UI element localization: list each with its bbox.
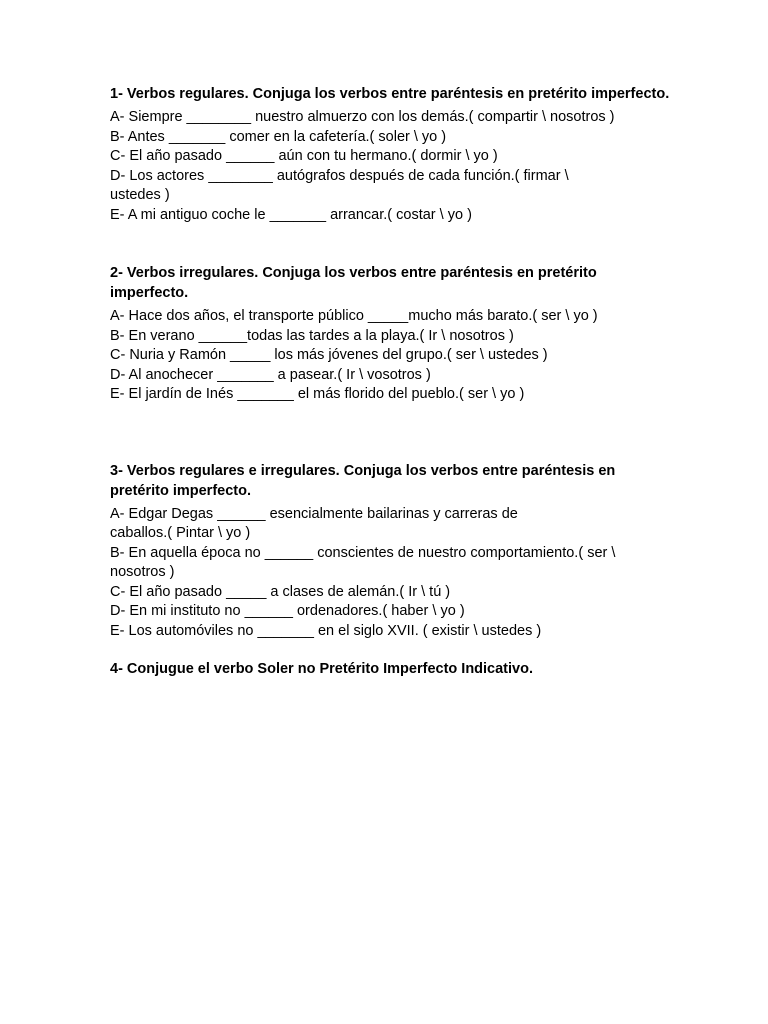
exercise-line: C- El año pasado ______ aún con tu hermano.( dormir \ yo ) xyxy=(110,148,498,164)
exercise-line: A- Edgar Degas ______ esencialmente bailarinas y carreras de caballos.( Pintar \ yo ) xyxy=(110,505,522,541)
section-2 xyxy=(110,263,670,405)
section-3 xyxy=(110,461,670,642)
section-4-title: 4- Conjugue el verbo Soler no Pretérito Imperfecto Indicativo. xyxy=(110,661,533,677)
section-3-title: 3- Verbos regulares e irregulares. Conjuga los verbos entre paréntesis en pretérito imperfecto. xyxy=(110,462,616,499)
exercise-line: D- Al anochecer _______ a pasear.( Ir \ vosotros ) xyxy=(110,366,431,383)
exercise-line: E- El jardín de Inés _______ el más florido del pueblo.( ser \ yo ) xyxy=(110,386,525,402)
exercise-line: C- El año pasado _____ a clases de alemán.( Ir \ tú ) xyxy=(110,583,451,600)
exercise-line: B- Antes _______ comer en la cafetería.( soler \ yo ) xyxy=(110,128,447,145)
section-1 xyxy=(110,84,670,225)
exercise-line: E- Los automóviles no _______ en el siglo XVII. ( existir \ ustedes ) xyxy=(110,622,542,639)
worksheet xyxy=(110,84,670,683)
section-1-title: 1- Verbos regulares. Conjuga los verbos entre paréntesis en pretérito imperfecto. xyxy=(110,86,670,102)
section-2-title: 2- Verbos irregulares. Conjuga los verbos entre paréntesis en pretérito imperfecto. xyxy=(110,265,597,301)
exercise-line: B- En verano ______todas las tardes a la playa.( Ir \ nosotros ) xyxy=(110,327,514,344)
exercise-line: D- Los actores ________ autógrafos después de cada función.( firmar \ ustedes ) xyxy=(110,167,573,203)
section-4 xyxy=(110,659,670,679)
exercise-line: D- En mi instituto no ______ ordenadores.( haber \ yo ) xyxy=(110,603,465,619)
exercise-line: C- Nuria y Ramón _____ los más jóvenes del grupo.( ser \ ustedes ) xyxy=(110,347,548,363)
exercise-line: A- Hace dos años, el transporte público _____mucho más barato.( ser \ yo ) xyxy=(110,308,598,324)
exercise-line: B- En aquella época no ______ conscientes de nuestro comportamiento.( ser \ nosotros ) xyxy=(110,544,620,580)
exercise-line: E- A mi antiguo coche le _______ arrancar.( costar \ yo ) xyxy=(110,206,472,223)
exercise-line: A- Siempre ________ nuestro almuerzo con los demás.( compartir \ nosotros ) xyxy=(110,109,615,125)
